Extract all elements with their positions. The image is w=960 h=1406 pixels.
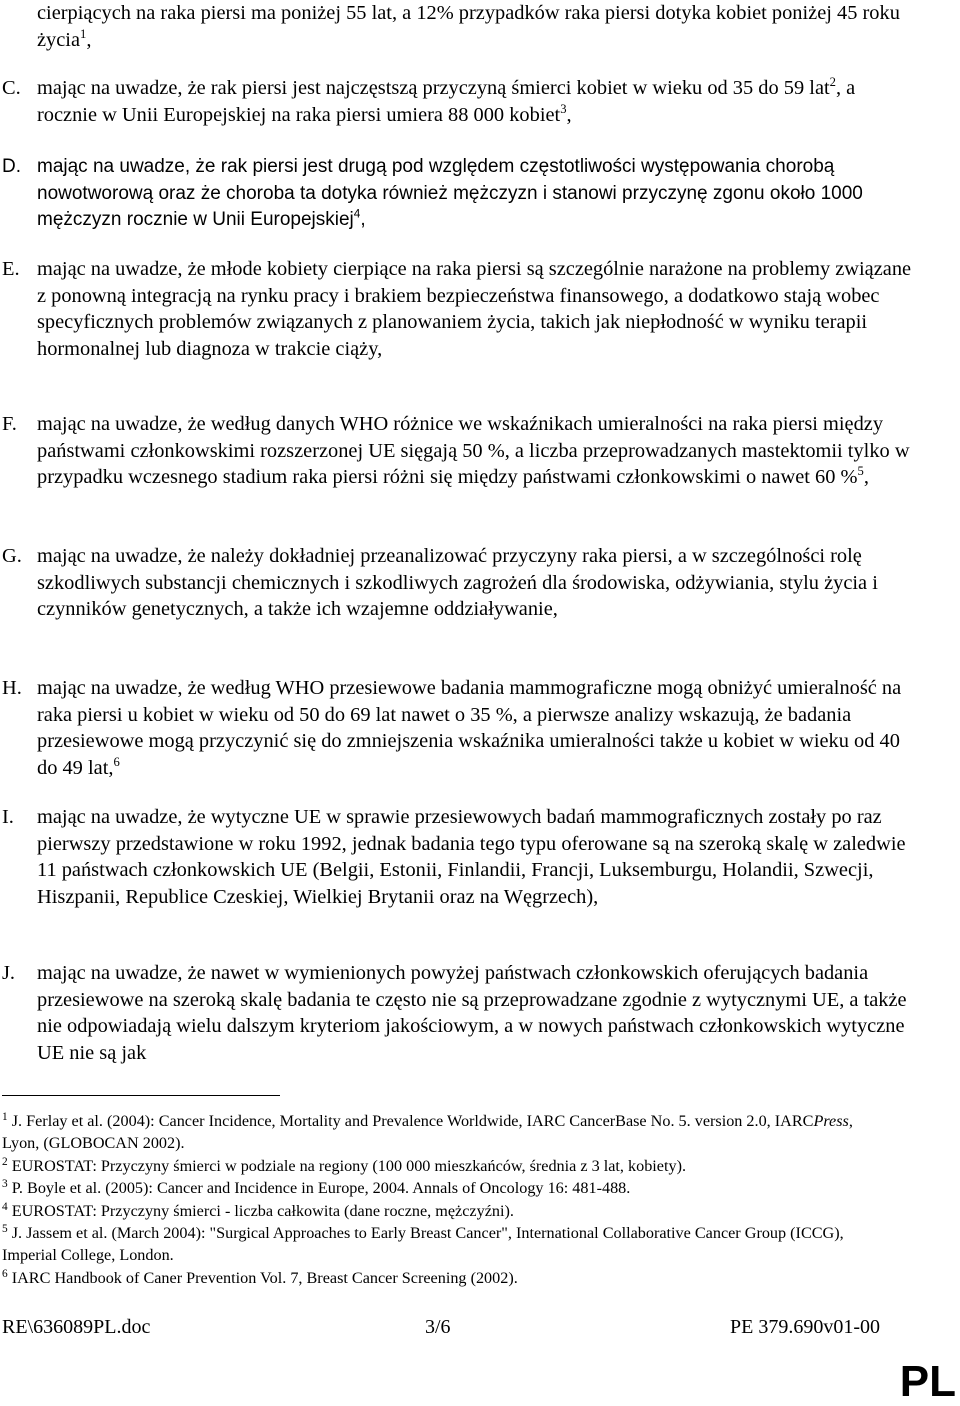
recital-text — [37, 411, 917, 491]
recital-b — [0, 0, 917, 53]
footnote-ref: 6 — [113, 754, 120, 769]
recital-e — [0, 256, 917, 362]
text-run: mając na uwadze, że rak piersi jest najczęstszą przyczyną śmierci kobiet w wieku od 35 do 59 lat — [37, 77, 830, 99]
footnote-ref: 1 — [80, 26, 87, 41]
text-run: mając na uwadze, że należy dokładniej przeanalizować przyczyny raka piersi, a w szczególności rolę szkodliwych substancji chemicznych i szkodliwych zagrożeń dla środowiska, odżywiania, stylu życia i czynników genetycznych, a także ich wzajemne oddziaływanie, — [37, 545, 878, 620]
recital-text — [37, 256, 917, 362]
footnote-ref: 2 — [829, 75, 836, 90]
footnote-ref: 5 — [2, 1222, 8, 1235]
page-footer — [2, 1315, 882, 1339]
text-run: mając na uwadze, że według danych WHO różnice we wskaźnikach umieralności na raka piersi między państwami członkowskimi rozszerzonej UE sięgają 50 %, a liczba przeprowadzanych mastektomii tylko w przypadku wczesnego stadium raka piersi różni się między państwami członkowskimi o nawet 60 % — [37, 413, 910, 488]
footnote-ref: 6 — [2, 1267, 8, 1280]
text-run: Press — [813, 1112, 849, 1130]
recital-j — [0, 960, 917, 1066]
recital-text — [37, 543, 917, 623]
recital-text — [37, 675, 917, 781]
footnote-separator — [2, 1095, 280, 1096]
footnote-3 — [2, 1177, 882, 1199]
text-run: , — [86, 28, 92, 51]
footer-page-number: 3/6 — [425, 1316, 451, 1338]
footnote-6 — [2, 1267, 882, 1289]
recital-d — [0, 154, 917, 234]
footer-pe-ref: PE 379.690v01-00 — [730, 1316, 880, 1338]
recital-label: J. — [2, 962, 16, 984]
footer-doc-ref: RE\636089PL.doc — [2, 1316, 151, 1338]
recital-f — [0, 411, 917, 491]
footnote-ref: 4 — [353, 207, 361, 221]
text-run: J. Ferlay et al. (2004): Cancer Incidence, Mortality and Prevalence Worldwide, IARC CancerBase No. 5. version 2.0, IARC — [7, 1112, 814, 1130]
footnote-5 — [2, 1222, 882, 1267]
footnotes — [2, 1110, 882, 1289]
recital-text — [37, 75, 917, 128]
footnote-ref: 1 — [2, 1110, 8, 1123]
text-run: EUROSTAT: Przyczyny śmierci - liczba całkowita (dane roczne, mężczyźni). — [7, 1201, 514, 1220]
text-run: mając na uwadze, że nawet w wymienionych powyżej państwach członkowskich oferujących badania przesiewowe na szeroką skalę badania te często nie są przeprowadzane zgodnie z wytycznymi UE, a także nie odpowiadają wielu dalszym kryteriom jakościowym, a w nowych państwach członkowskich wytyczne UE nie są jak — [37, 962, 907, 1064]
recital-g — [0, 543, 917, 623]
text-run: mając na uwadze, że młode kobiety cierpiące na raka piersi są szczególnie narażone na problemy związane z ponowną integracją na rynku pracy i brakiem bezpieczeństwa finansowego, a dodatkowo stają wobec specyficznych problemów związanych z planowaniem życia, takich jak niepłodność w wyniku terapii hormonalnej lub diagnoza w trakcie ciąży, — [37, 258, 912, 360]
recital-label: C. — [2, 77, 21, 99]
footnote-1 — [2, 1110, 882, 1155]
text-run: , a rocznie w Unii Europejskiej na raka piersi umiera 88 000 kobiet — [37, 77, 856, 126]
text-run: mając na uwadze, że według WHO przesiewowe badania mammograficzne mogą obniżyć umieralność na raka piersi u kobiet w wieku od 50 do 69 lat nawet o 35 %, a pierwsze analizy wskazują, że badania przesiewowe mogą przyczynić się do zmniejszenia wskaźnika umieralności także u kobiet w wieku od 40 do 49 lat, — [37, 677, 902, 779]
text-run: , — [360, 209, 366, 230]
text-run: J. Jassem et al. (March 2004): "Surgical Approaches to Early Breast Cancer", International Collaborative Cancer Group (ICCG), Imperial College, London. — [2, 1224, 844, 1265]
footnote-ref: 2 — [2, 1155, 8, 1168]
recital-label: E. — [2, 258, 20, 280]
footnote-ref: 3 — [560, 101, 567, 116]
text-run: , — [566, 103, 572, 126]
text-run: EUROSTAT: Przyczyny śmierci w podziale na regiony (100 000 mieszkańców, średnia z 3 lat, kobiety). — [7, 1156, 687, 1175]
recital-label: F. — [2, 413, 17, 435]
text-run: , Lyon, (GLOBOCAN 2002). — [2, 1112, 853, 1153]
footnote-4 — [2, 1200, 882, 1222]
footnote-ref: 3 — [2, 1177, 8, 1190]
recital-text — [37, 0, 917, 53]
footnote-ref: 4 — [2, 1200, 8, 1213]
recital-text — [37, 960, 917, 1066]
text-run: mając na uwadze, że wytyczne UE w sprawie przesiewowych badań mammograficznych zostały po raz pierwszy przedstawione w roku 1992, jednak badania tego typu oferowane są na szeroką skalę w zaledwie 11 państwach członkowskich UE (Belgii, Estonii, Finlandii, Francji, Luksemburgu, Holandii, Szwecji, Hiszpanii, Republice Czeskiej, Wielkiej Brytanii oraz na Węgrzech), — [37, 806, 906, 908]
recital-c — [0, 75, 917, 128]
text-run: P. Boyle et al. (2005): Cancer and Incidence in Europe, 2004. Annals of Oncology 16: 481-488. — [7, 1179, 631, 1198]
recital-text — [37, 154, 917, 234]
recital-label: I. — [2, 806, 14, 828]
language-code: PL — [899, 1357, 956, 1406]
recital-label: H. — [2, 677, 22, 699]
recital-h — [0, 675, 917, 781]
recital-label: D. — [2, 156, 21, 177]
recital-label: G. — [2, 545, 22, 567]
text-run: cierpiących na raka piersi ma poniżej 55 lat, a 12% przypadków raka piersi dotyka kobiet poniżej 45 roku życia — [37, 2, 900, 51]
text-run: IARC Handbook of Caner Prevention Vol. 7, Breast Cancer Screening (2002). — [7, 1268, 518, 1287]
footnote-ref: 5 — [857, 464, 864, 479]
text-run: mając na uwadze, że rak piersi jest drugą pod względem częstotliwości występowania chorobą nowotworową oraz że choroba ta dotyka również mężczyzn i stanowi przyczynę zgonu około 1000 mężczyzn rocznie w Unii Europejskiej — [37, 156, 863, 230]
text-run: , — [863, 466, 869, 488]
footnote-2 — [2, 1155, 882, 1177]
recital-i — [0, 804, 917, 910]
recital-text — [37, 804, 917, 910]
